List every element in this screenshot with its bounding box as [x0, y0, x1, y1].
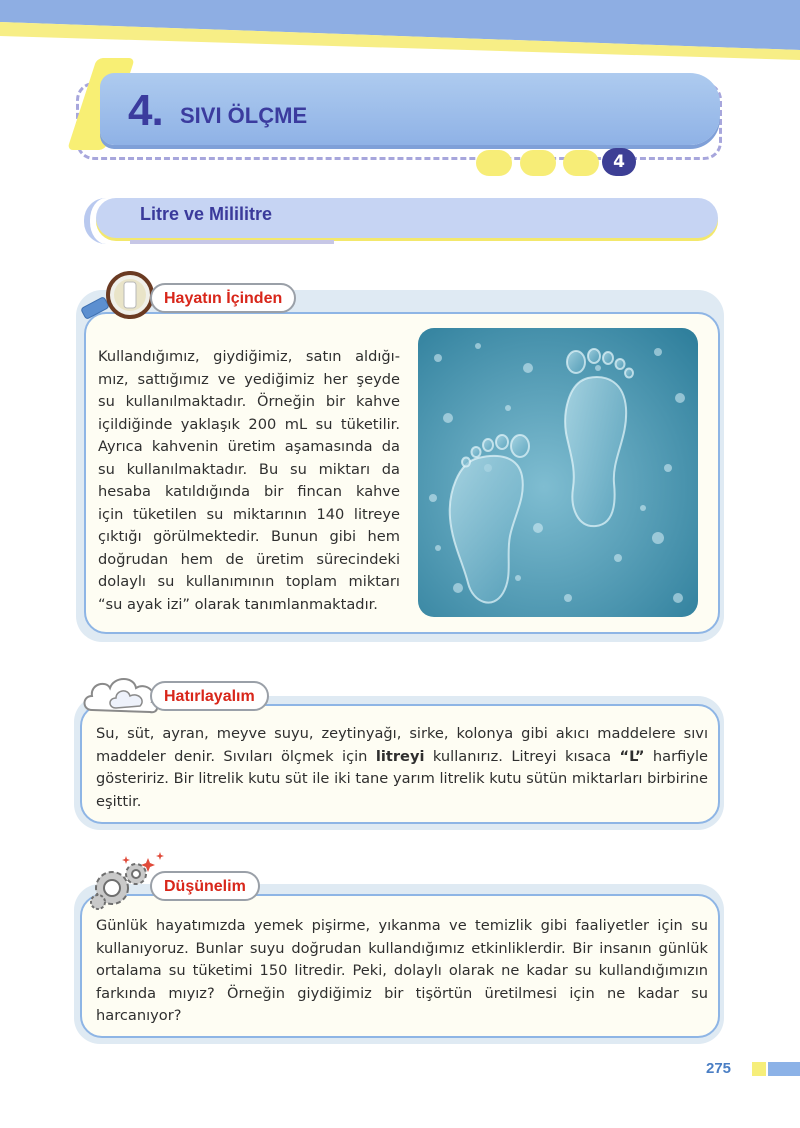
magnifier-icon — [80, 270, 160, 322]
page-number: 275 — [706, 1060, 732, 1077]
footprints-image — [418, 328, 698, 617]
dusunelim-tag: Düşünelim — [150, 871, 260, 901]
text-line: su kullanılmaktadır. Örneğin bir kahve — [98, 393, 400, 410]
text-line: hesaba katıldığında bir fincan kahve — [98, 483, 400, 500]
top-decorative-band — [0, 0, 800, 60]
text-segment: Su, süt, ayran, meyve suyu, zeytinyağı, sirke, kolonya gibi akıcı maddelere sıvı maddeler denir. Sıvıları ölçmek için — [96, 725, 708, 765]
hatirlayalim-text — [96, 723, 708, 813]
text-line: çıktığı görülmektedir. Bunun gibi hem — [98, 528, 400, 545]
bold-term: litreyi — [375, 747, 425, 765]
text-line: doğrudan hem de üretim sürecindeki — [98, 550, 400, 568]
section-underline — [130, 240, 334, 244]
text-line: Kullandığımız, giydiğimiz, satın aldığı- — [98, 348, 400, 365]
text-line: için tüketilen su miktarının 140 litreye — [98, 505, 400, 523]
decor-dot — [476, 150, 512, 176]
hayatin-icinden-tag: Hayatın İçinden — [150, 283, 296, 313]
text-line: su kullanılmaktadır. Bu su miktarı da — [98, 460, 400, 478]
text-line: mız, sattığımız ve yediğimiz her şeyde — [98, 370, 400, 388]
decor-dot — [520, 150, 556, 176]
page-bar-accent — [752, 1062, 766, 1076]
chapter-badge: 4 — [602, 148, 636, 176]
dusunelim-text: Günlük hayatımızda yemek pişirme, yıkanma ve temizlik gibi faaliyetler için su kullanıyoruz. Bunlar suyu doğrudan kullandığımız etkinliklerdir. Bir insanın günlük ortalama su tüketimi 150 litredir. Peki, dolaylı olarak ne kadar su kullandığımızın farkında mıyız? Örneğin giydiğimiz bir tişörtün üretilmesi için ne kadar su harcanıyor? — [96, 917, 708, 1024]
hatirlayalim-tag: Hatırlayalım — [150, 681, 269, 711]
chapter-title: SIVI ÖLÇME — [180, 103, 308, 128]
text-segment: kullanırız. Litreyi kısaca — [424, 747, 620, 765]
text-line: içildiğinde yaklaşık 200 mL su tüketilir. — [98, 415, 400, 433]
chapter-number: 4. — [128, 86, 163, 135]
bold-term: “L” — [619, 747, 645, 765]
page-bar — [768, 1062, 800, 1076]
section-title: Litre ve Mililitre — [140, 204, 273, 224]
hayatin-icinden-text — [98, 346, 400, 616]
text-line: Ayrıca kahvenin üretim aşamasında da — [98, 438, 400, 455]
text-line: “su ayak izi” olarak tanımlanmaktadır. — [98, 595, 378, 613]
decor-dot — [563, 150, 599, 176]
text-segment: harfiyle gösteririz. Bir litrelik kutu süt ile iki tane yarım litrelik kutu sütün miktarları birbirine eşittir. — [96, 747, 708, 810]
text-line: dolaylı su kullanımının toplam miktarı — [98, 573, 400, 590]
